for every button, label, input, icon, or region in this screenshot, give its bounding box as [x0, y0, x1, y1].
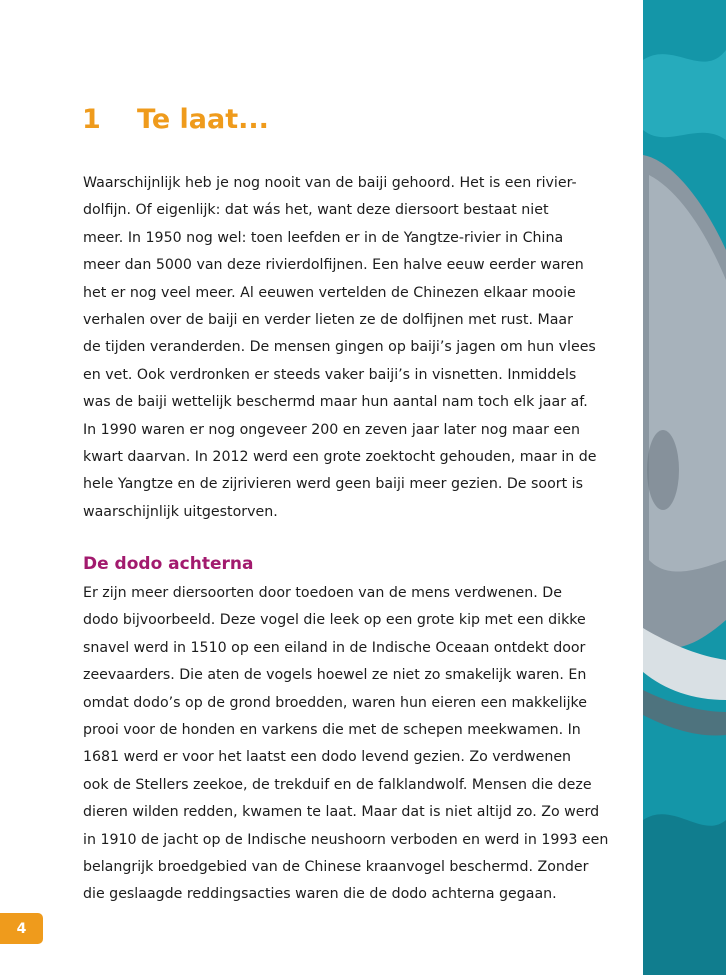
text-line: snavel werd in 1510 op een eiland in de Indische Oceaan ontdekt door: [83, 639, 586, 656]
text-line: dodo bijvoorbeeld. Deze vogel die leek op een grote kip met een dikke: [83, 612, 586, 629]
text-line: dieren wilden redden, kwamen te laat. Maar dat is niet altijd zo. Zo werd: [83, 804, 600, 821]
chapter-heading: Te laat...: [137, 104, 269, 135]
text-line: kwart daarvan. In 2012 werd een grote zoektocht gehouden, maar in de: [83, 449, 597, 466]
text-line: in 1910 de jacht op de Indische neushoorn verboden en werd in 1993 een: [83, 831, 609, 848]
page-number: 4: [16, 920, 27, 937]
text-line: ook de Stellers zeekoe, de trekduif en de falklandwolf. Mensen die deze: [83, 776, 592, 793]
intro-paragraph: [83, 170, 603, 526]
text-line: Waarschijnlijk heb je nog nooit van de baiji gehoord. Het is een rivier-: [83, 175, 577, 191]
text-line: zeevaarders. Die aten de vogels hoewel ze niet zo smakelijk waren. En: [83, 667, 587, 684]
page-number-badge: [0, 913, 43, 944]
text-line: verhalen over de baiji en verder lieten ze de dolfijnen met rust. Maar: [83, 312, 573, 329]
text-line: die geslaagde reddingsacties waren die de dodo achterna gegaan.: [83, 886, 557, 903]
text-line: omdat dodo’s op de grond broedden, waren hun eieren een makkelijke: [83, 694, 587, 711]
text-line: dolfijn. Of eigenlijk: dat wás het, want deze diersoort bestaat niet: [83, 202, 549, 219]
text-line: belangrijk broedgebied van de Chinese kraanvogel beschermd. Zonder: [83, 859, 589, 876]
text-line: en vet. Ook verdronken er steeds vaker baiji’s in visnetten. Inmiddels: [83, 366, 577, 383]
text-line: was de baiji wettelijk beschermd maar hun aantal nam toch elk jaar af.: [83, 394, 588, 411]
text-line: prooi voor de honden en varkens die met de schepen meekwamen. In: [83, 722, 581, 739]
chapter-title: [82, 104, 269, 135]
text-line: hele Yangtze en de zijrivieren werd geen baiji meer gezien. De soort is: [83, 476, 584, 493]
text-line: meer. In 1950 nog wel: toen leefden er in de Yangtze-rivier in China: [83, 229, 564, 246]
chapter-number: 1: [82, 104, 101, 135]
text-line: meer dan 5000 van deze rivierdolfijnen. Een halve eeuw eerder waren: [83, 257, 584, 274]
text-line: In 1990 waren er nog ongeveer 200 en zeven jaar later nog maar een: [83, 421, 580, 438]
text-line: Er zijn meer diersoorten door toedoen van de mens verdwenen. De: [83, 585, 562, 601]
text-line: 1681 werd er voor het laatst een dodo levend gezien. Zo verdwenen: [83, 749, 572, 766]
text-line: waarschijnlijk uitgestorven.: [83, 503, 278, 520]
text-line: het er nog veel meer. Al eeuwen vertelden de Chinezen elkaar mooie: [83, 284, 576, 301]
dolphin-photo: [643, 0, 726, 975]
text-line: de tijden veranderden. De mensen gingen op baiji’s jagen om hun vlees: [83, 339, 596, 356]
dolphin-illustration: [643, 0, 726, 975]
section-paragraph: [83, 580, 609, 909]
section-heading: De dodo achterna: [83, 554, 254, 574]
